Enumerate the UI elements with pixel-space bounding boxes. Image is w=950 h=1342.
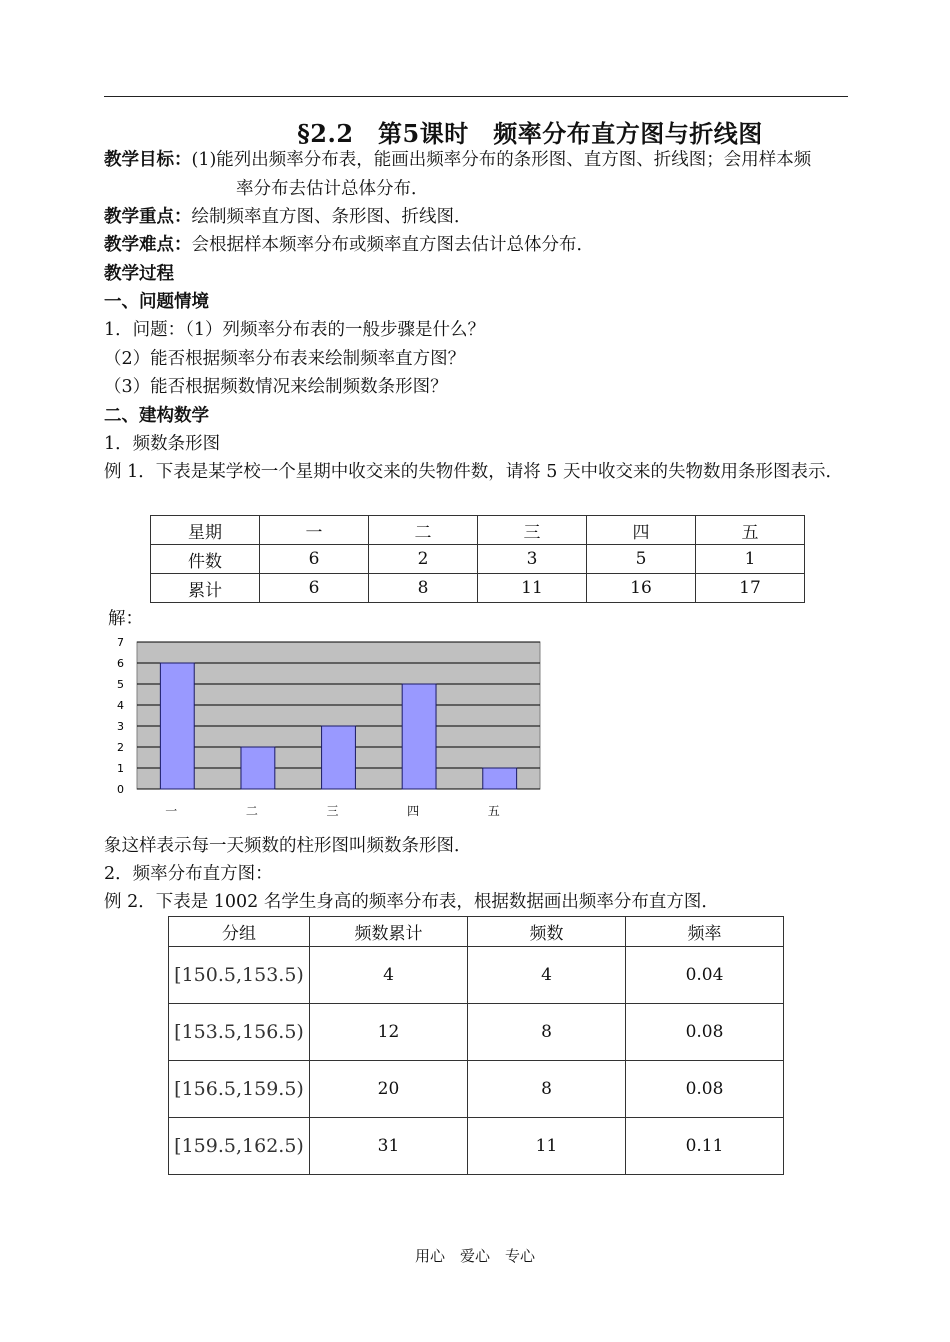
- table-header-cell: 分组: [169, 917, 310, 947]
- section2-heading: 二、建构数学: [104, 406, 209, 426]
- difficulty-label: 教学难点：: [104, 235, 192, 255]
- key-points-label: 教学重点：: [104, 207, 192, 227]
- table-cell: 件数: [151, 545, 260, 574]
- x-tick-label: 一: [165, 804, 178, 818]
- table-cell: 五: [696, 516, 805, 545]
- solution-label: 解：: [108, 609, 143, 629]
- question-3: （3）能否根据频数情况来绘制频数条形图？: [104, 377, 448, 397]
- table-cell: 5: [587, 545, 696, 574]
- table-cell: 6: [260, 574, 369, 603]
- question-2: （2）能否根据频率分布表来绘制频率直方图？: [104, 349, 466, 369]
- example-1: 例 1．下表是某学校一个星期中收交来的失物件数，请将 5 天中收交来的失物数用条形图表示．: [104, 462, 843, 482]
- table-cell: 0.04: [626, 947, 784, 1004]
- example-2: 例 2．下表是 1002 名学生身高的频率分布表，根据数据画出频率分布直方图．: [104, 892, 719, 912]
- table-row: [151, 545, 805, 574]
- table-cell: 4: [468, 947, 626, 1004]
- table-cell: 11: [478, 574, 587, 603]
- table-header-row: [169, 917, 784, 947]
- height-frequency-table: [168, 916, 784, 1175]
- table-cell: 3: [478, 545, 587, 574]
- table-cell: [153.5,156.5): [169, 1004, 310, 1061]
- x-tick-label: 五: [487, 804, 500, 818]
- y-tick-label: 2: [117, 741, 124, 754]
- y-tick-label: 6: [117, 657, 124, 670]
- table-cell: 一: [260, 516, 369, 545]
- table-cell: 1: [696, 545, 805, 574]
- table-header-cell: 频数: [468, 917, 626, 947]
- process-heading: 教学过程: [104, 264, 174, 284]
- bar: [241, 747, 275, 789]
- table-cell: 8: [369, 574, 478, 603]
- objective-text-1: (1)能列出频率分布表，能画出频率分布的条形图、直方图、折线图；会用样本频: [191, 150, 812, 170]
- table-cell: 11: [468, 1118, 626, 1175]
- y-tick-label: 7: [117, 636, 124, 649]
- table-header-cell: 频率: [626, 917, 784, 947]
- key-points-line: [104, 203, 472, 231]
- table-cell: 0.08: [626, 1061, 784, 1118]
- table-cell: 星期: [151, 516, 260, 545]
- table-cell: 12: [310, 1004, 468, 1061]
- table-cell: 6: [260, 545, 369, 574]
- table-row: [169, 1118, 784, 1175]
- y-tick-label: 1: [117, 762, 124, 775]
- y-tick-labels: [117, 636, 124, 796]
- x-tick-label: 四: [407, 804, 420, 818]
- page-footer: 用心 爱心 专心: [414, 1247, 535, 1265]
- bar: [160, 663, 194, 789]
- bar: [483, 768, 517, 789]
- lost-items-table: [150, 515, 805, 603]
- table-row: [151, 516, 805, 545]
- table-cell: 16: [587, 574, 696, 603]
- bar-chart-note: 象这样表示每一天频数的柱形图叫频数条形图．: [104, 836, 472, 856]
- table-cell: 二: [369, 516, 478, 545]
- bar: [322, 726, 356, 789]
- subsection-2: 2．频率分布直方图：: [104, 864, 273, 884]
- y-tick-label: 5: [117, 678, 124, 691]
- question-1: 1．问题：（1）列频率分布表的一般步骤是什么？: [104, 320, 486, 340]
- objective-line-1: [104, 146, 811, 174]
- x-tick-label: 二: [245, 804, 258, 818]
- table-header-cell: 频数累计: [310, 917, 468, 947]
- table-row: [169, 1061, 784, 1118]
- table-cell: 20: [310, 1061, 468, 1118]
- difficulty-line: [104, 231, 594, 259]
- table-cell: [150.5,153.5): [169, 947, 310, 1004]
- difficulty-text: 会根据样本频率分布或频率直方图去估计总体分布．: [191, 235, 594, 255]
- table-row: [151, 574, 805, 603]
- table-cell: 累计: [151, 574, 260, 603]
- objective-label: 教学目标：: [104, 150, 192, 170]
- bar: [402, 684, 436, 789]
- y-tick-label: 3: [117, 720, 124, 733]
- table-cell: [156.5,159.5): [169, 1061, 310, 1118]
- table-row: [169, 1004, 784, 1061]
- table-row: [169, 947, 784, 1004]
- table-cell: 2: [369, 545, 478, 574]
- table-cell: 8: [468, 1004, 626, 1061]
- x-tick-labels: [165, 804, 499, 818]
- table-cell: 4: [310, 947, 468, 1004]
- x-tick-label: 三: [326, 804, 339, 818]
- table-cell: [159.5,162.5): [169, 1118, 310, 1175]
- objective-text-2: 率分布去估计总体分布．: [236, 179, 429, 199]
- page-title: §2.2 第5课时 频率分布直方图与折线图: [297, 119, 763, 148]
- table-cell: 31: [310, 1118, 468, 1175]
- subsection-1: 1．频数条形图: [104, 434, 221, 454]
- section1-heading: 一、问题情境: [104, 292, 209, 312]
- table-cell: 三: [478, 516, 587, 545]
- table-cell: 0.11: [626, 1118, 784, 1175]
- header-rule: [104, 96, 848, 97]
- frequency-bar-chart: [100, 632, 560, 824]
- y-tick-label: 4: [117, 699, 124, 712]
- y-tick-label: 0: [117, 783, 124, 796]
- table-cell: 0.08: [626, 1004, 784, 1061]
- table-cell: 8: [468, 1061, 626, 1118]
- table-cell: 17: [696, 574, 805, 603]
- table-cell: 四: [587, 516, 696, 545]
- key-points-text: 绘制频率直方图、条形图、折线图．: [191, 207, 472, 227]
